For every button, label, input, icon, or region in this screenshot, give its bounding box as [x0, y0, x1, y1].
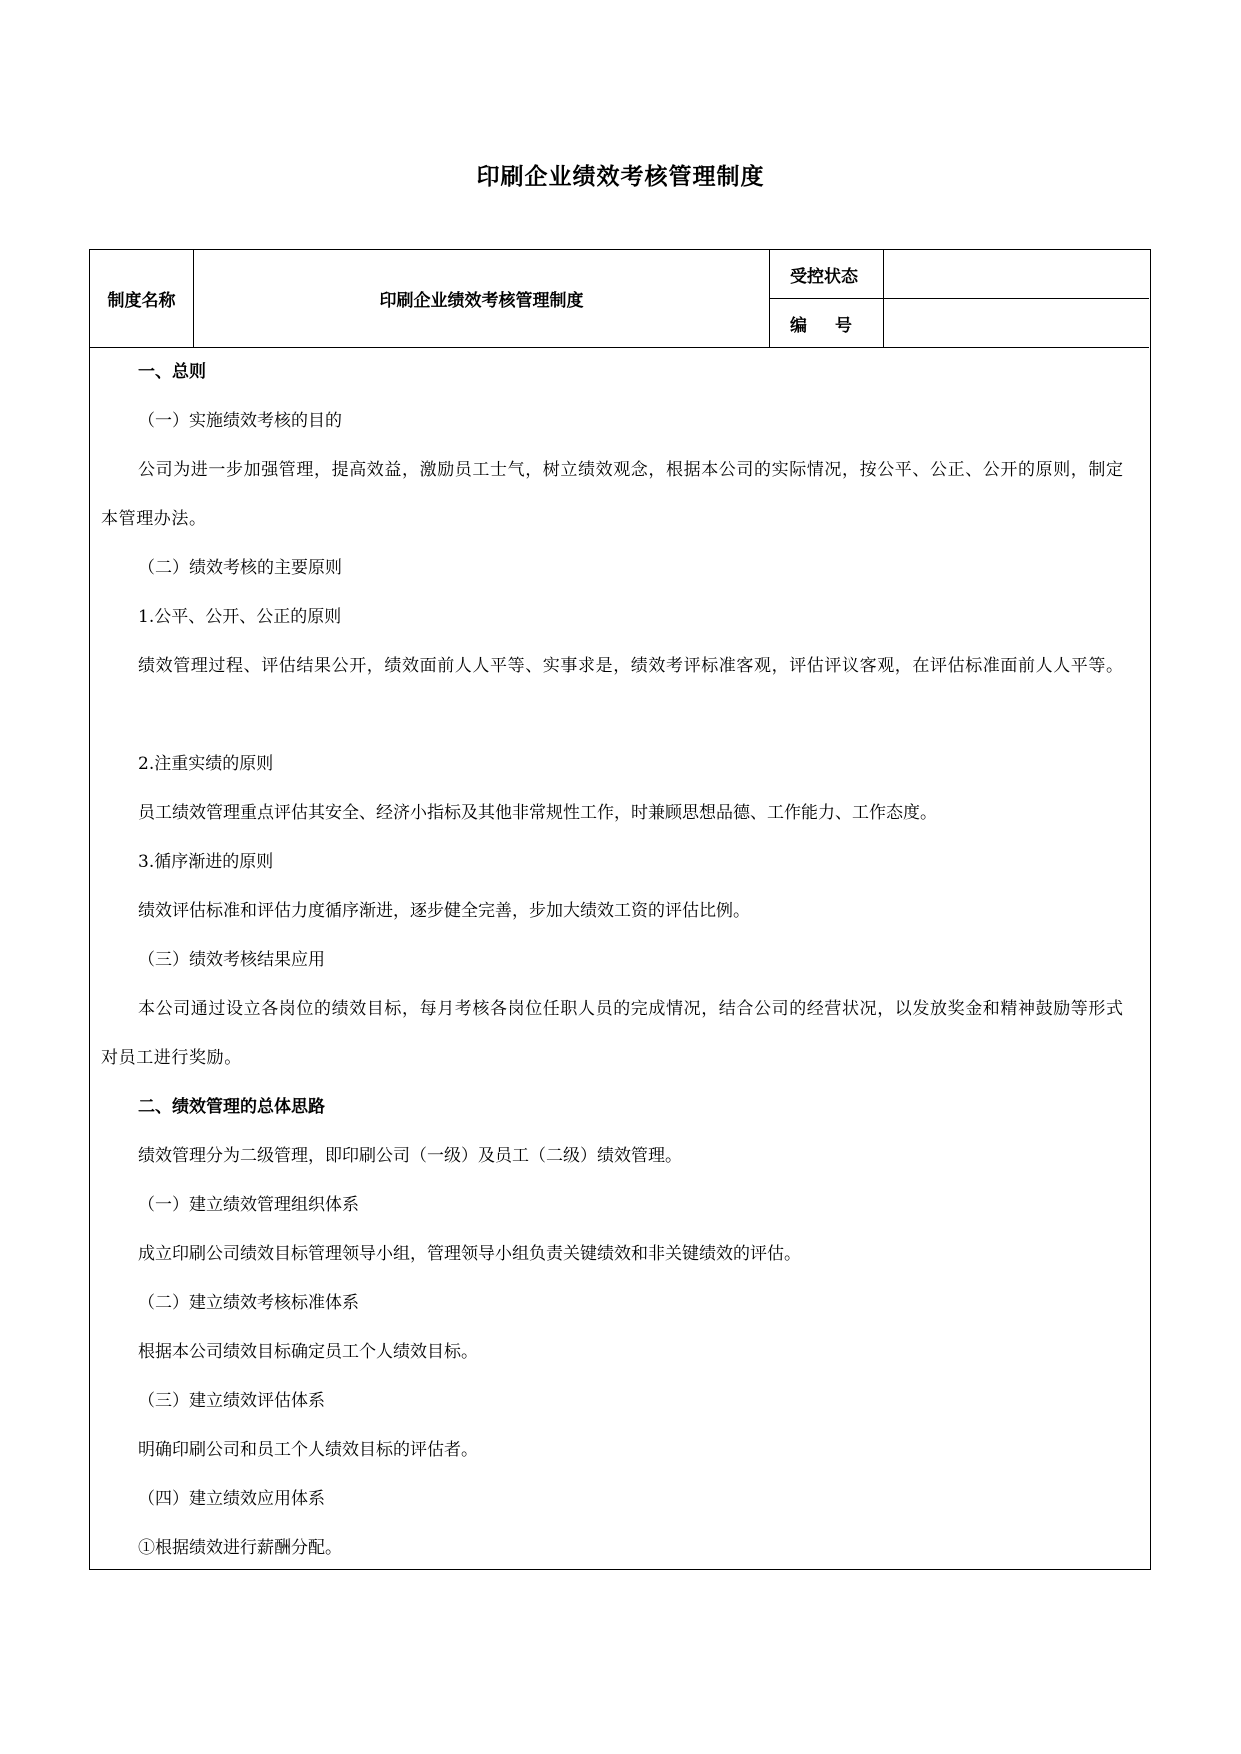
- policy-name-label: 制度名称: [90, 250, 194, 347]
- document-title: 印刷企业绩效考核管理制度: [476, 164, 765, 190]
- subsection-heading: （二）绩效考核的主要原则: [138, 558, 342, 578]
- paragraph: 根据本公司绩效目标确定员工个人绩效目标。: [138, 1342, 478, 1362]
- document-number-value: [884, 299, 1149, 347]
- control-status-label: 受控状态: [770, 250, 884, 299]
- paragraph: 绩效管理过程、评估结果公开，绩效面前人人平等、实事求是，绩效考评标准客观，评估评议客观，在评估标准面前人人平等。: [138, 656, 1124, 676]
- header-table: [90, 250, 1149, 348]
- policy-name-value: 印刷企业绩效考核管理制度: [194, 250, 770, 347]
- principle-item: 3.循序渐进的原则: [138, 852, 274, 872]
- subsection-heading: （一）建立绩效管理组织体系: [138, 1195, 359, 1215]
- principle-item: 2.注重实绩的原则: [138, 754, 274, 774]
- subsection-heading: （三）建立绩效评估体系: [138, 1391, 325, 1411]
- paragraph: 绩效评估标准和评估力度循序渐进，逐步健全完善，步加大绩效工资的评估比例。: [138, 901, 750, 921]
- paragraph: 成立印刷公司绩效目标管理领导小组，管理领导小组负责关键绩效和非关键绩效的评估。: [138, 1244, 801, 1264]
- subsection-heading: （三）绩效考核结果应用: [138, 950, 325, 970]
- paragraph: 员工绩效管理重点评估其安全、经济小指标及其他非常规性工作，时兼顾思想品德、工作能力、工作态度。: [138, 803, 937, 823]
- principle-item: 1.公平、公开、公正的原则: [138, 607, 342, 627]
- list-item: ①根据绩效进行薪酬分配。: [138, 1538, 342, 1558]
- paragraph: 绩效管理分为二级管理，即印刷公司（一级）及员工（二级）绩效管理。: [138, 1146, 682, 1166]
- paragraph: 明确印刷公司和员工个人绩效目标的评估者。: [138, 1440, 478, 1460]
- control-status-value: [884, 250, 1149, 299]
- paragraph: 本公司通过设立各岗位的绩效目标，每月考核各岗位任职人员的完成情况，结合公司的经营状况，以发放奖金和精神鼓励等形式对员工进行奖励。: [101, 999, 1124, 1068]
- document-number-label: 编号: [770, 299, 884, 347]
- subsection-heading: （二）建立绩效考核标准体系: [138, 1293, 359, 1313]
- subsection-heading: （四）建立绩效应用体系: [138, 1489, 325, 1509]
- document-frame: [89, 249, 1151, 1570]
- section-heading: 一、总则: [138, 362, 206, 382]
- subsection-heading: （一）实施绩效考核的目的: [138, 411, 342, 431]
- paragraph: 公司为进一步加强管理，提高效益，激励员工士气，树立绩效观念，根据本公司的实际情况，按公平、公正、公开的原则，制定本管理办法。: [101, 460, 1124, 529]
- section-heading: 二、绩效管理的总体思路: [138, 1097, 325, 1117]
